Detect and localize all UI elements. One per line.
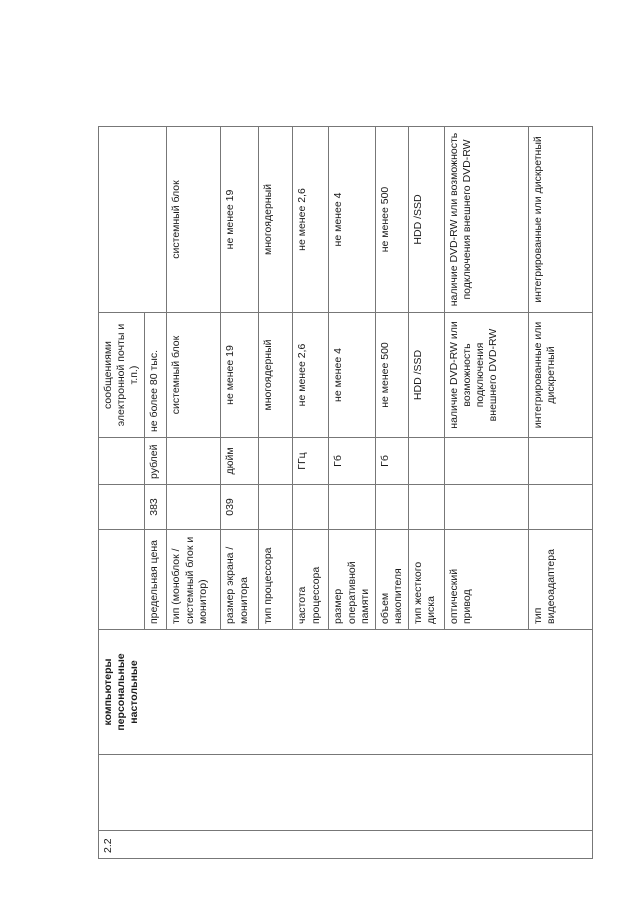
characteristic-value-2: многоядерный <box>259 127 293 313</box>
price-value: не более 80 тыс. <box>145 313 167 438</box>
price-label: предельная цена <box>145 530 167 630</box>
characteristic-unit: Гб <box>329 438 375 485</box>
empty-cell <box>99 530 145 630</box>
characteristic-value: не менее 4 <box>329 313 375 438</box>
characteristic-value-2: не менее 4 <box>329 127 375 313</box>
characteristic-label: объем накопителя <box>375 530 408 630</box>
characteristic-label: размер оперативной памяти <box>329 530 375 630</box>
characteristic-code <box>375 485 408 530</box>
characteristic-value-2: HDD /SSD <box>409 127 445 313</box>
characteristic-value-2: системный блок <box>167 127 221 313</box>
characteristic-code <box>329 485 375 530</box>
characteristic-unit <box>529 438 593 485</box>
characteristic-label: тип (моноблок / системный блок и монитор) <box>167 530 221 630</box>
characteristic-unit: дюйм <box>221 438 259 485</box>
table-row <box>99 127 145 859</box>
header-note-cell <box>99 313 145 438</box>
characteristic-code <box>445 485 529 530</box>
characteristic-code <box>259 485 293 530</box>
empty-cell <box>99 485 145 530</box>
characteristic-unit: ГГц <box>293 438 329 485</box>
characteristic-value-2: наличие DVD-RW или возможность подключения внешнего DVD-RW <box>445 127 529 313</box>
price-code: 383 <box>145 485 167 530</box>
product-name: компьютеры персональные настольные <box>102 653 141 731</box>
characteristic-code: 039 <box>221 485 259 530</box>
characteristic-label: частота процессора <box>293 530 329 630</box>
empty-cell <box>99 438 145 485</box>
empty-cell <box>99 127 167 313</box>
row-number: 2.2 <box>102 838 114 853</box>
characteristic-label: оптический привод <box>445 530 529 630</box>
characteristic-value: не менее 19 <box>221 313 259 438</box>
characteristic-value: многоядерный <box>259 313 293 438</box>
characteristic-unit <box>409 438 445 485</box>
row-number-cell <box>99 831 593 859</box>
characteristic-code <box>167 485 221 530</box>
characteristic-code <box>409 485 445 530</box>
price-unit: рублей <box>145 438 167 485</box>
characteristic-unit <box>167 438 221 485</box>
header-note: сообщениями электронной почты и т.п.) <box>102 323 141 427</box>
characteristic-label: тип процессора <box>259 530 293 630</box>
characteristic-value: не менее 2,6 <box>293 313 329 438</box>
product-name-cell <box>99 630 593 755</box>
characteristic-value-2: интегрированные или дискретный <box>529 127 593 313</box>
characteristic-value: не менее 500 <box>375 313 408 438</box>
characteristic-value: интегрированные или дискретный <box>529 313 593 438</box>
characteristic-label: тип видеоадаптера <box>529 530 593 630</box>
characteristic-value-2: не менее 19 <box>221 127 259 313</box>
characteristic-code <box>529 485 593 530</box>
empty-cell <box>99 755 593 831</box>
specification-table <box>98 126 593 859</box>
characteristic-unit: Гб <box>375 438 408 485</box>
characteristic-value-2: не менее 2,6 <box>293 127 329 313</box>
characteristic-label: тип жесткого диска <box>409 530 445 630</box>
characteristic-value: системный блок <box>167 313 221 438</box>
characteristic-value: наличие DVD-RW или возможность подключения внешнего DVD-RW <box>445 313 529 438</box>
characteristic-code <box>293 485 329 530</box>
characteristic-value-2: не менее 500 <box>375 127 408 313</box>
characteristic-value: HDD /SSD <box>409 313 445 438</box>
rotated-table-page <box>98 127 582 859</box>
characteristic-label: размер экрана / монитора <box>221 530 259 630</box>
characteristic-unit <box>259 438 293 485</box>
characteristic-unit <box>445 438 529 485</box>
